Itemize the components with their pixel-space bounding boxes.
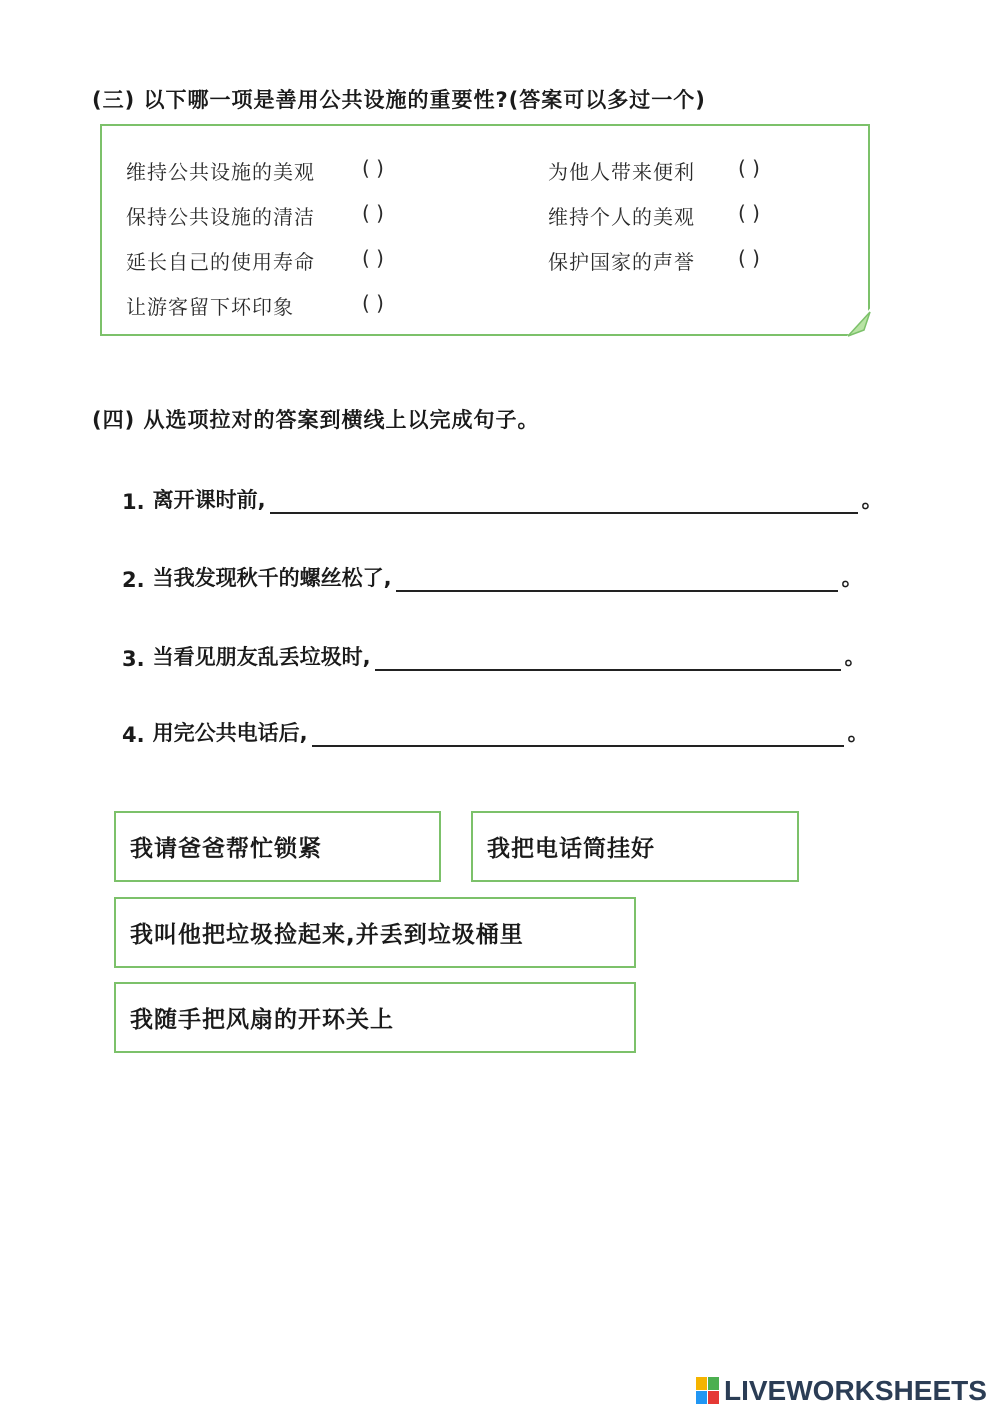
- sentence-text: 离开课时前,: [152, 488, 266, 512]
- sentence-number: 2.: [122, 568, 145, 592]
- sentence-period: 。: [847, 721, 869, 745]
- paren-text: ( ): [362, 201, 384, 225]
- option-label: 为他人带来便利: [548, 160, 695, 184]
- answer-tile-1[interactable]: 我请爸爸帮忙锁紧: [114, 811, 441, 882]
- sentence-number: 3.: [122, 647, 145, 671]
- sentence-3: [122, 641, 866, 671]
- answer-paren-left-4[interactable]: [362, 291, 384, 315]
- paren-text: ( ): [362, 156, 384, 180]
- sentence-period: 。: [841, 566, 863, 590]
- sentence-period: 。: [844, 645, 866, 669]
- option-right-3: [548, 246, 695, 275]
- sentence-4: [122, 717, 869, 747]
- liveworksheets-watermark: [696, 1374, 987, 1408]
- sentence-text: 当看见朋友乱丢垃圾时,: [152, 645, 371, 669]
- drop-blank-3[interactable]: [375, 645, 841, 671]
- answer-paren-right-3[interactable]: [738, 246, 760, 270]
- option-right-2: [548, 201, 695, 230]
- paren-text: ( ): [738, 156, 760, 180]
- section-3-title: (三) 以下哪一项是善用公共设施的重要性?(答案可以多过一个): [92, 88, 706, 112]
- option-left-4: [126, 291, 294, 320]
- sentence-1: [122, 484, 883, 514]
- answer-paren-left-1[interactable]: [362, 156, 384, 180]
- answer-paren-right-1[interactable]: [738, 156, 760, 180]
- answer-tile-3[interactable]: 我叫他把垃圾捡起来,并丢到垃圾桶里: [114, 897, 636, 968]
- option-label: 维持个人的美观: [548, 205, 695, 229]
- option-left-1: [126, 156, 315, 185]
- sentence-text: 当我发现秋千的螺丝松了,: [152, 566, 392, 590]
- answer-paren-left-2[interactable]: [362, 201, 384, 225]
- section-4-title: (四) 从选项拉对的答案到横线上以完成句子。: [92, 408, 540, 432]
- answer-tile-2[interactable]: 我把电话筒挂好: [471, 811, 799, 882]
- sentence-number: 1.: [122, 490, 145, 514]
- watermark-text: LIVEWORKSHEETS: [724, 1375, 987, 1406]
- paren-text: ( ): [738, 201, 760, 225]
- drop-blank-1[interactable]: [270, 488, 858, 514]
- drop-blank-2[interactable]: [396, 566, 838, 592]
- paren-text: ( ): [362, 291, 384, 315]
- sentence-text: 用完公共电话后,: [152, 721, 308, 745]
- page-curl-decoration: [846, 310, 874, 338]
- option-label: 保持公共设施的清洁: [126, 205, 315, 229]
- drop-blank-4[interactable]: [312, 721, 844, 747]
- option-label: 延长自己的使用寿命: [126, 250, 315, 274]
- option-label: 让游客留下坏印象: [126, 295, 294, 319]
- option-right-1: [548, 156, 695, 185]
- option-left-3: [126, 246, 315, 275]
- option-label: 维持公共设施的美观: [126, 160, 315, 184]
- answer-paren-right-2[interactable]: [738, 201, 760, 225]
- sentence-2: [122, 562, 863, 592]
- sentence-period: 。: [861, 488, 883, 512]
- paren-text: ( ): [362, 246, 384, 270]
- answer-tile-4[interactable]: 我随手把风扇的开环关上: [114, 982, 636, 1053]
- answer-paren-left-3[interactable]: [362, 246, 384, 270]
- liveworksheets-logo-icon: [696, 1377, 720, 1405]
- sentence-number: 4.: [122, 723, 145, 747]
- option-label: 保护国家的声誉: [548, 250, 695, 274]
- option-left-2: [126, 201, 315, 230]
- paren-text: ( ): [738, 246, 760, 270]
